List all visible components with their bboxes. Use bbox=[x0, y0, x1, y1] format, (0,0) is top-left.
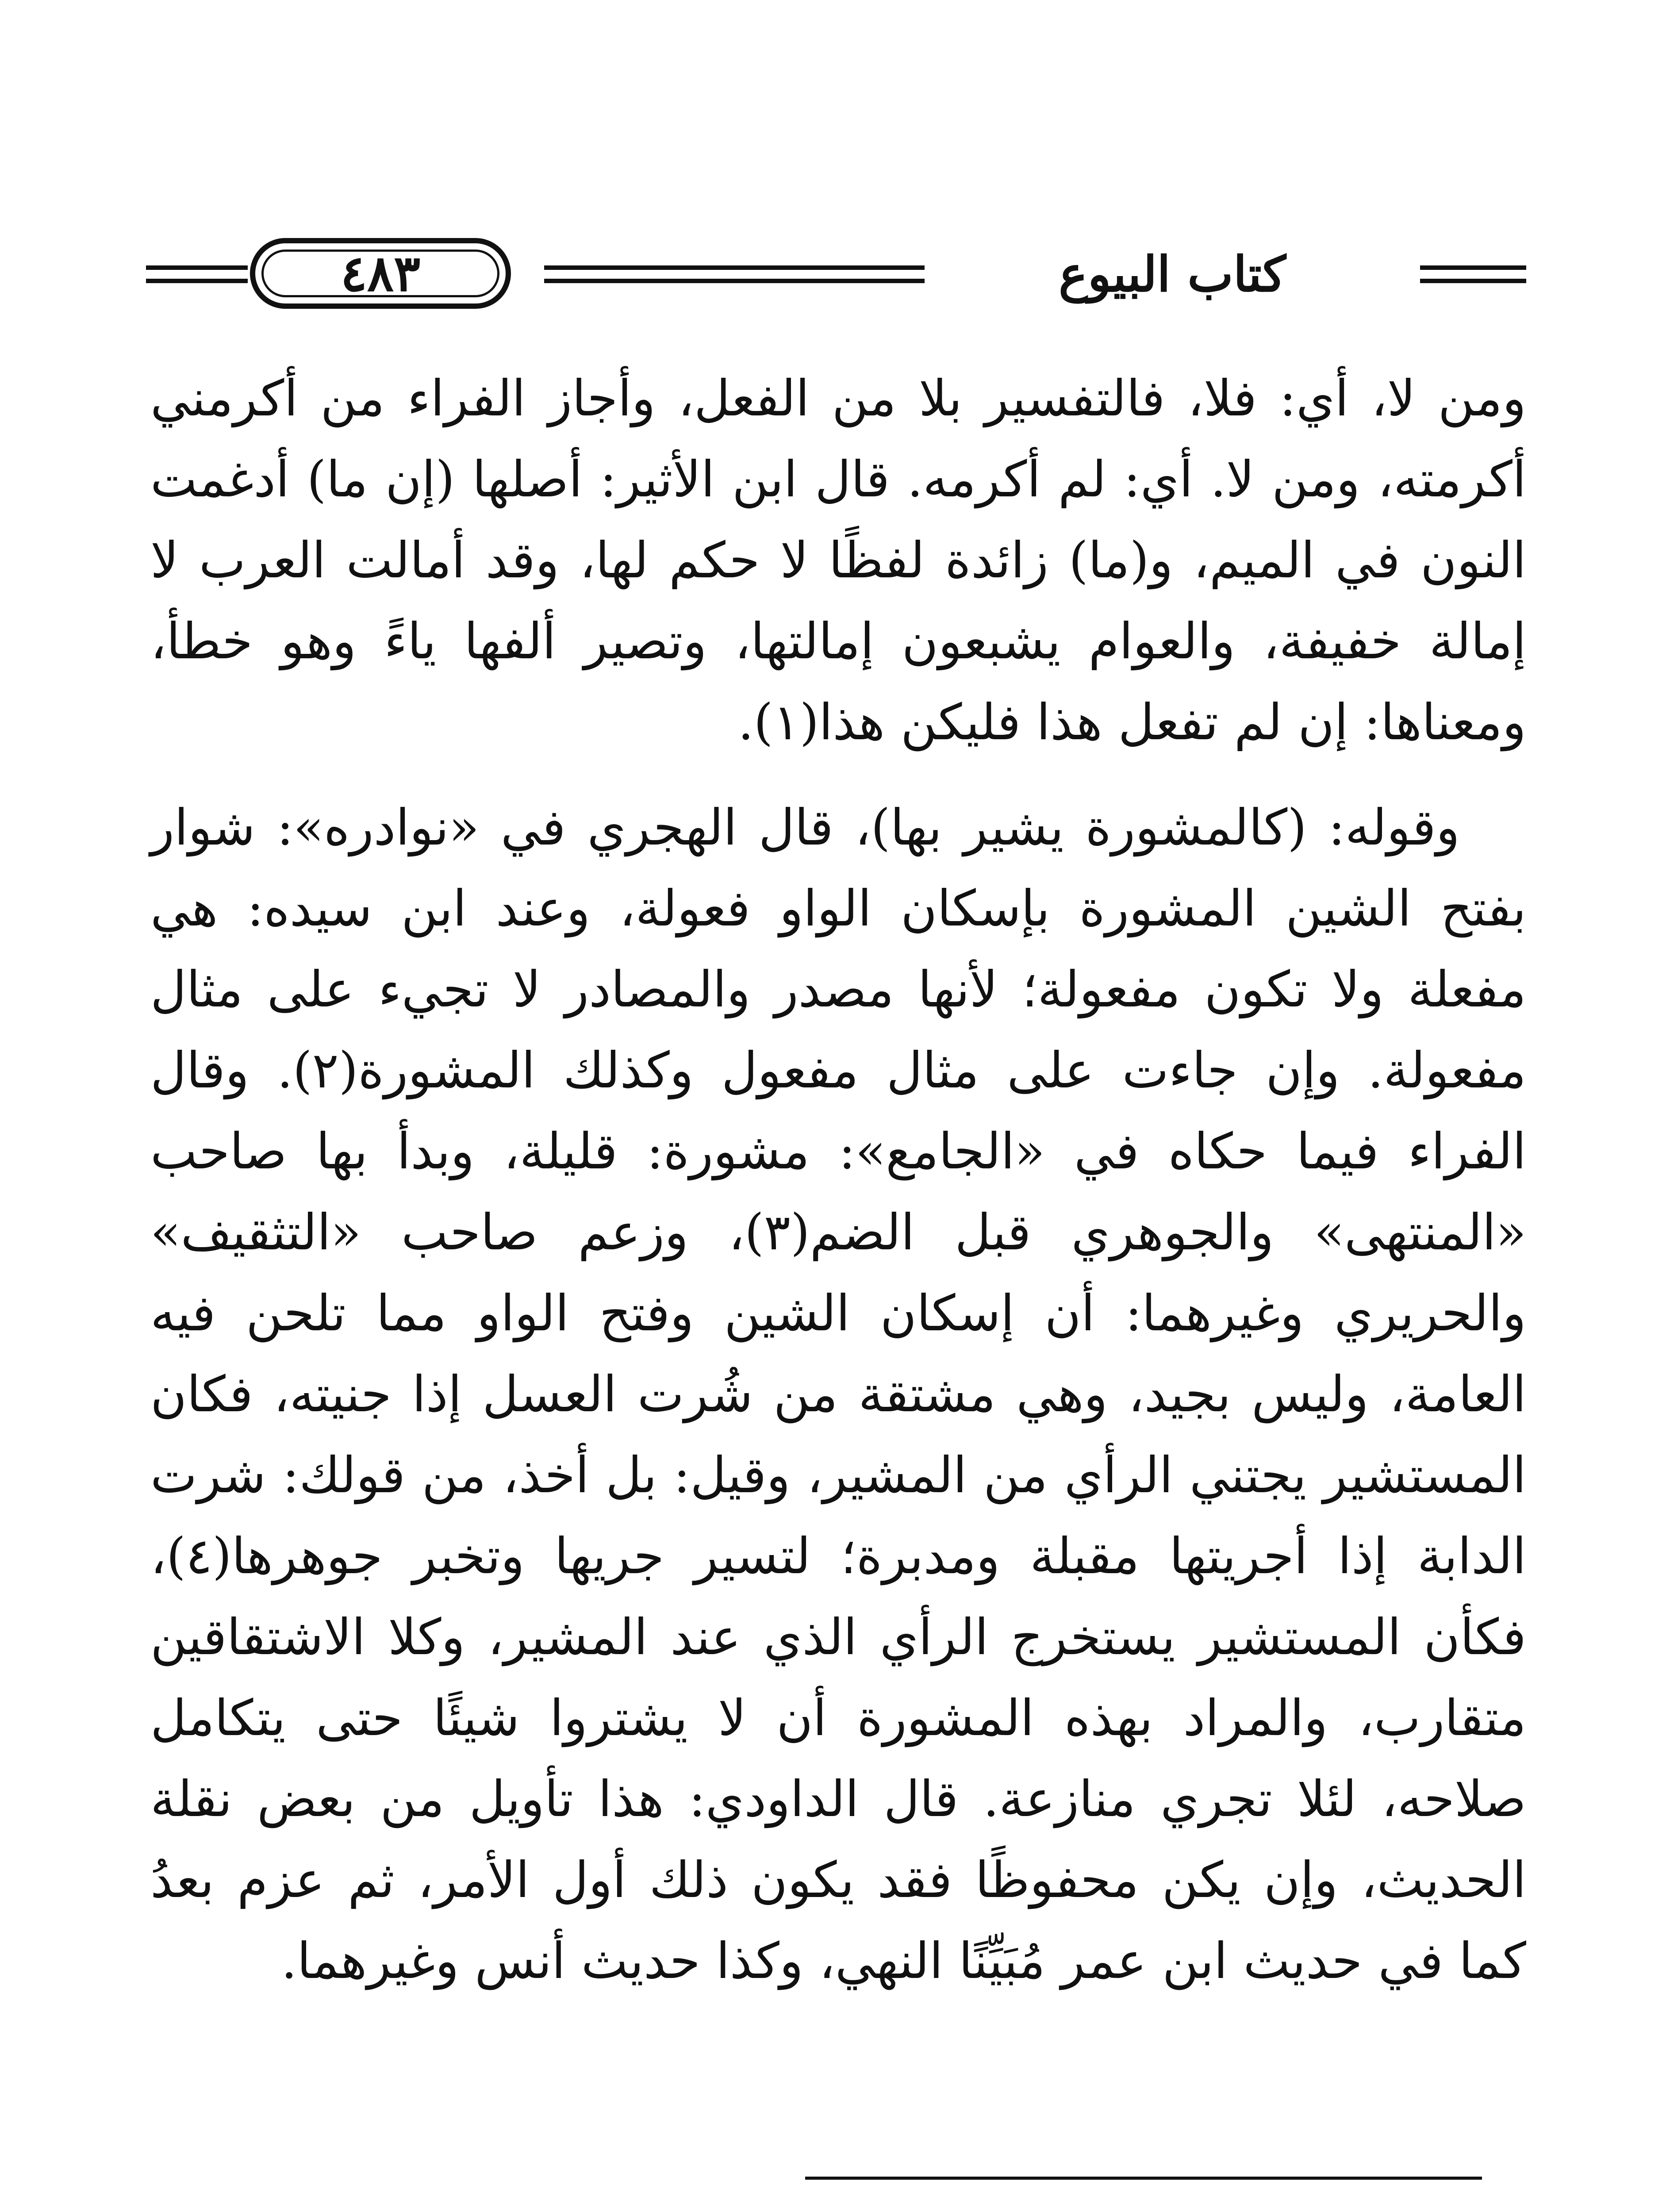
header-rule bbox=[146, 279, 248, 283]
footnote-separator bbox=[805, 2177, 1482, 2180]
main-text bbox=[150, 358, 1526, 2002]
header-rule bbox=[1420, 279, 1526, 283]
paragraph: وقوله: (كالمشورة يشير بها)، قال الهجري في «نوادره»: شوار بفتح الشين المشورة بإسكان الواو فعولة، وعند ابن سيده: هي مفعلة ولا تكون مفعولة؛ لأنها مصدر والمصادر لا تجيء على مثال مفعولة. وإن جاءت على مثال مفعول وكذلك المشورة(٢). وقال الفراء فيما حكاه في «الجامع»: مشورة: قليلة، وبدأ بها صاحب «المنتهى» والجوهري قبل الضم(٣)، وزعم صاحب «التثقيف» والحريري وغيرهما: أن إسكان الشين وفتح الواو مما تلحن فيه العامة، وليس بجيد، وهي مشتقة من شُرت العسل إذا جنيته، فكان المستشير يجتني الرأي من المشير، وقيل: بل أخذ، من قولك: شرت الدابة إذا أجريتها مقبلة ومدبرة؛ لتسير جريها وتخبر جوهرها(٤)، فكأن المستشير يستخرج الرأي الذي عند المشير، وكلا الاشتقاقين متقارب، والمراد بهذه المشورة أن لا يشتروا شيئًا حتى يتكامل صلاحه، لئلا تجري منازعة. قال الداودي: هذا تأويل من بعض نقلة الحديث، وإن يكن محفوظًا فقد يكون ذلك أول الأمر، ثم عزم بعدُ كما في حديث ابن عمر مُبَيِّنًا النهي، وكذا حديث أنس وغيرهما. bbox=[150, 799, 1526, 1990]
page-number: ٤٨٣ bbox=[340, 244, 421, 303]
paragraph: ومن لا، أي: فلا، فالتفسير بلا من الفعل، وأجاز الفراء من أكرمني أكرمته، ومن لا. أي: لم أكرمه. قال ابن الأثير: أصلها (إن ما) أدغمت النون في الميم، و(ما) زائدة لفظًا لا حكم لها، وقد أمالت العرب لا إمالة خفيفة، والعوام يشبعون إمالتها، وتصير ألفها ياءً وهو خطأ، ومعناها: إن لم تفعل هذا فليكن هذا(١). bbox=[150, 370, 1527, 751]
page-header bbox=[146, 230, 1526, 319]
header-rule bbox=[544, 265, 925, 270]
page-number-frame bbox=[250, 238, 511, 309]
header-rule bbox=[544, 279, 925, 283]
running-title: كتاب البيوع bbox=[1059, 246, 1286, 303]
header-rule bbox=[146, 265, 248, 270]
header-rule bbox=[1420, 265, 1526, 270]
